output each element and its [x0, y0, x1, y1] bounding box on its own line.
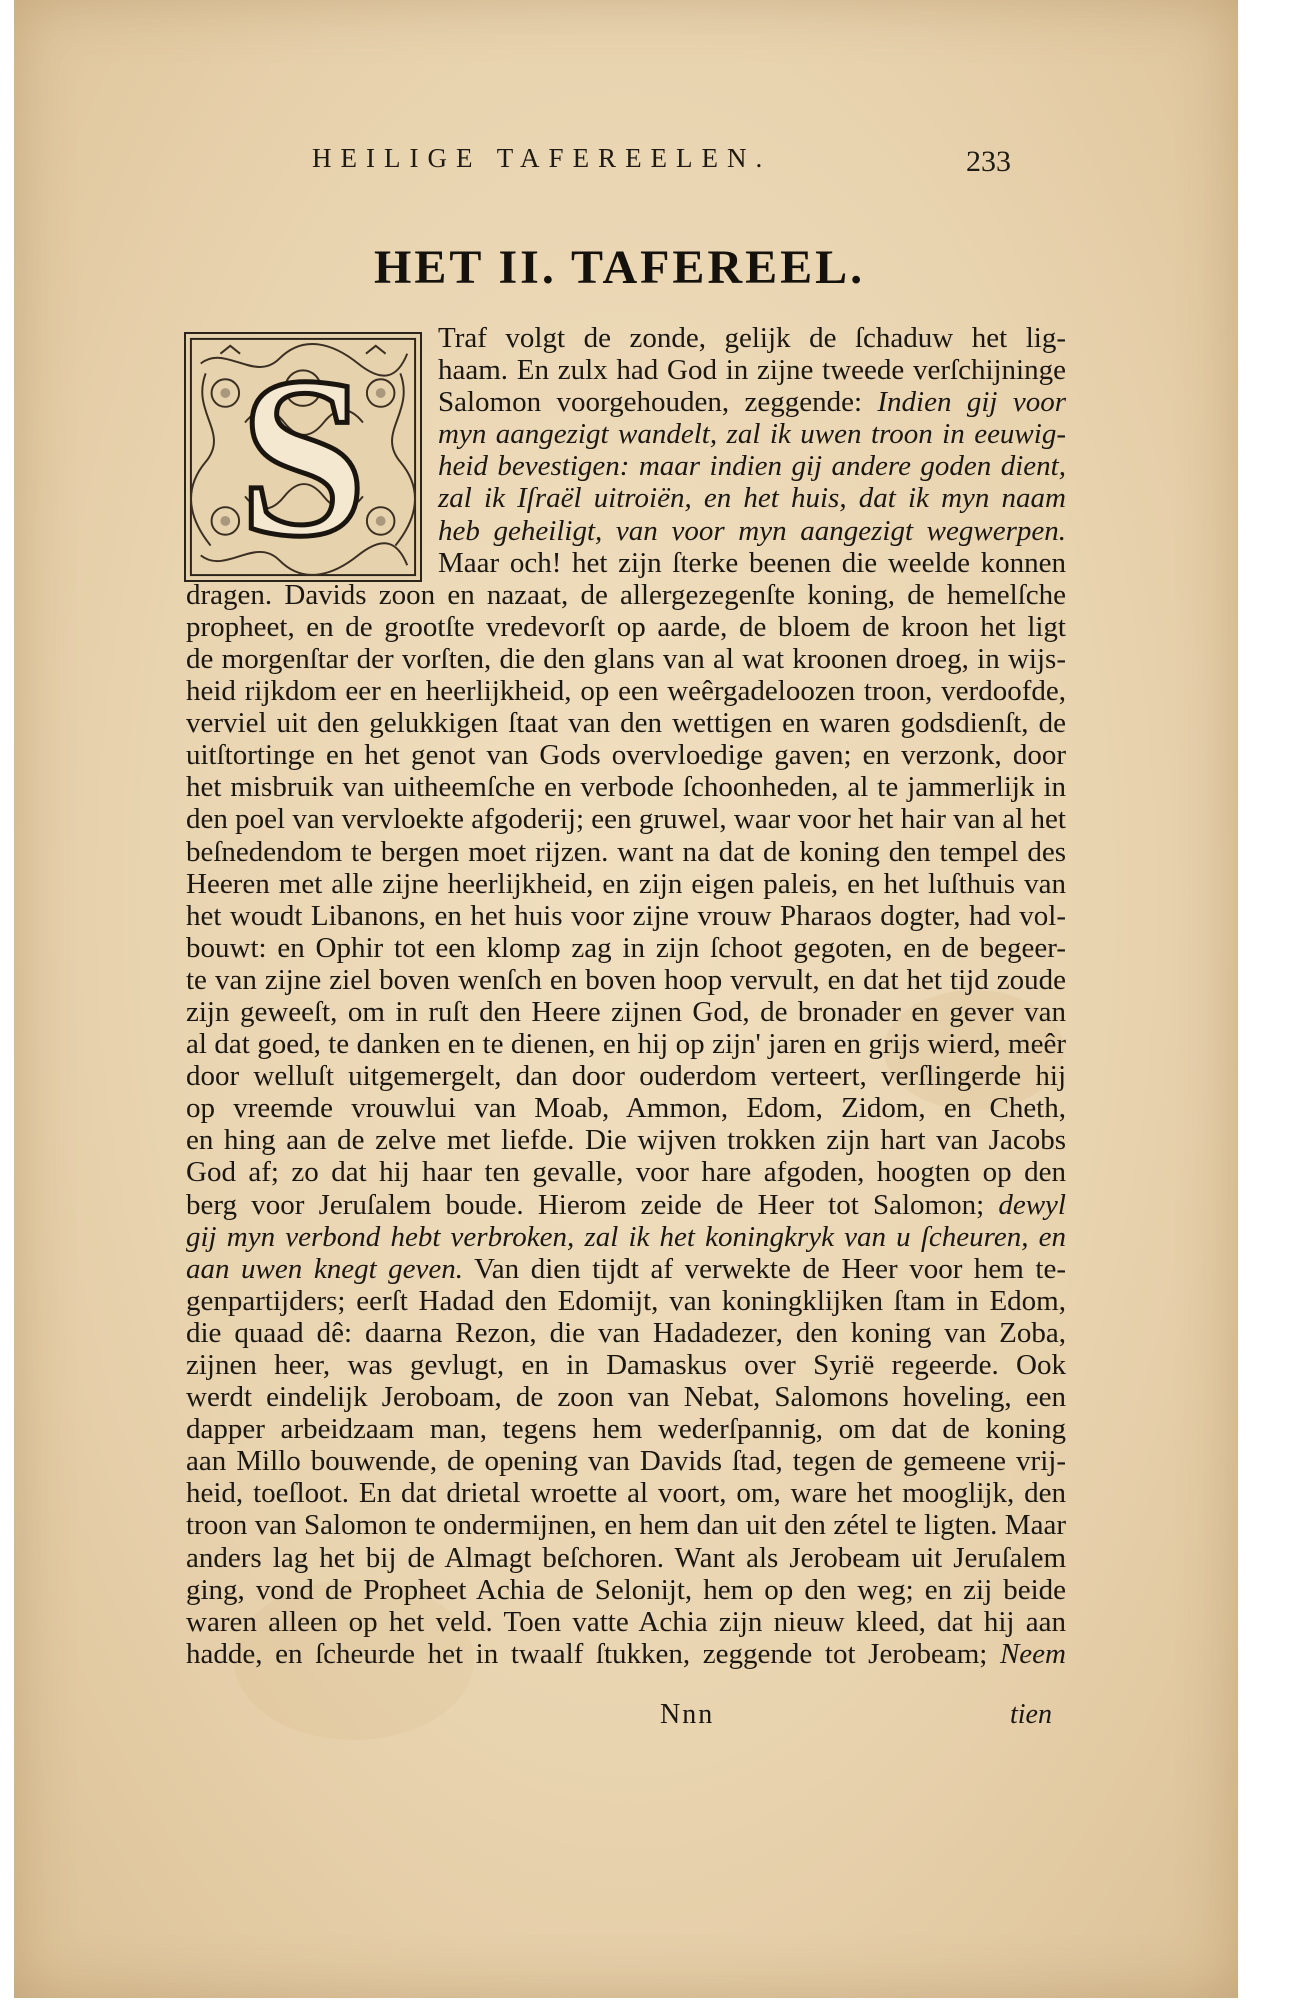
roman-text: verviel uit den gelukkigen ſtaat van den wettigen en waren godsdienſt, de — [186, 707, 1066, 740]
text-line — [186, 1253, 1066, 1285]
roman-text: berg voor Jeruſalem boude. Hierom zeide de Heer tot Salomon; — [186, 1188, 999, 1221]
italic-text: Neem — [999, 1637, 1066, 1670]
roman-text: Salomon voorgehouden, zeggende: — [438, 386, 878, 419]
roman-text: waren alleen op het veld. Toen vatte Achia zijn nieuw kleed, dat hij aan — [186, 1605, 1066, 1638]
roman-text: heid rijkdom eer en heerlijkheid, op een weêrgadeloozen troon, verdoofde, — [186, 675, 1066, 708]
roman-text: het woudt Libanons, en het huis voor zijne vrouw Pharaos dogter, had vol- — [186, 899, 1066, 932]
italic-text: myn aangezigt wandelt, zal ik uwen troon in eeuwig- — [438, 418, 1066, 451]
roman-text: aan Millo bouwende, de opening van Davids ſtad, tegen de gemeene vrij- — [186, 1445, 1066, 1478]
roman-text: Maar och! het zijn ſterke beenen die weelde konnen — [438, 546, 1066, 579]
text-line — [186, 707, 1066, 739]
text-line — [186, 579, 1066, 611]
text-line — [186, 450, 1066, 482]
text-line — [186, 1124, 1066, 1156]
roman-text: heid, toeſloot. En dat drietal wroette al voort, om, ware het mooglijk, den — [186, 1477, 1066, 1510]
text-line — [186, 1445, 1066, 1477]
roman-text: werdt eindelijk Jeroboam, de zoon van Nebat, Salomons hoveling, een — [186, 1381, 1066, 1414]
roman-text: ging, vond de Propheet Achia de Selonijt, hem op den weg; en zij beide — [186, 1573, 1066, 1606]
roman-text: zijn geweeſt, om in ruſt den Heere zijnen God, de bronader en gever van — [186, 995, 1066, 1028]
roman-text: hadde, en ſcheurde het in twaalf ſtukken, zeggende tot Jerobeam; — [186, 1637, 1000, 1670]
roman-text: haam. En zulx had God in zijne tweede verſchijninge — [438, 354, 1066, 387]
text-line — [186, 1060, 1066, 1092]
roman-text: al dat goed, te danken en te dienen, en hij op zijn' jaren en grijs wierd, meêr — [186, 1028, 1066, 1061]
roman-text: en hing aan de zelve met liefde. Die wijven trokken zijn hart van Jacobs — [186, 1124, 1066, 1157]
text-line — [186, 1413, 1066, 1445]
roman-text: Traf volgt de zonde, gelijk de ſchaduw het lig- — [438, 322, 1066, 354]
roman-text: anders lag het bij de Almagt beſchoren. Want als Jerobeam uit Jeruſalem — [186, 1541, 1066, 1574]
roman-text: de morgenſtar der vorſten, die den glans van al wat kroonen droeg, in wijs- — [186, 642, 1066, 675]
roman-text: genpartijders; eerſt Hadad den Edomijt, van koningklijken ſtam in Edom, — [186, 1284, 1066, 1317]
text-line — [186, 1542, 1066, 1574]
text-line — [186, 1638, 1066, 1670]
text-line — [186, 739, 1066, 771]
roman-text: Van dien tijdt af verwekte de Heer voor hem te- — [463, 1252, 1066, 1285]
roman-text: dapper arbeidzaam man, tegens hem wederſpannig, om dat de koning — [186, 1413, 1066, 1446]
text-line — [186, 1381, 1066, 1413]
text-line — [186, 515, 1066, 547]
roman-text: dragen. Davids zoon en nazaat, de allergezegenſte koning, de hemelſche — [186, 578, 1066, 611]
text-line — [186, 643, 1066, 675]
italic-text: heid bevestigen: maar indien gij andere goden dient, — [438, 450, 1066, 483]
text-line — [186, 547, 1066, 579]
roman-text: den poel van vervloekte afgoderij; een gruwel, waar voor het hair van al het — [186, 803, 1066, 836]
text-line — [186, 386, 1066, 418]
initial-letter: S — [239, 329, 367, 584]
text-line — [186, 1156, 1066, 1188]
roman-text: God af; zo dat hij haar ten gevalle, voor hare afgoden, hoogten op den — [186, 1156, 1066, 1189]
roman-text: beſnedendom te bergen moet rijzen. want na dat de koning den tempel des — [186, 835, 1066, 868]
roman-text: te van zijne ziel boven wenſch en boven hoop vervult, en dat het tijd zoude — [186, 963, 1066, 996]
roman-text: troon van Salomon te ondermijnen, en hem dan uit den zétel te ligten. Maar — [186, 1509, 1066, 1542]
text-line — [186, 1028, 1066, 1060]
italic-text: Indien gij voor — [877, 386, 1066, 419]
text-line — [186, 1317, 1066, 1349]
running-head: HEILIGE TAFEREELEN. — [312, 143, 772, 173]
text-line — [186, 932, 1066, 964]
text-line — [186, 354, 1066, 386]
signature-mark: Nnn — [660, 1699, 715, 1730]
italic-text: zal ik Iſraël uitroiën, en het huis, dat ik myn naam — [438, 482, 1066, 515]
italic-text: heb geheiligt, van voor myn aangezigt wegwerpen. — [438, 514, 1066, 547]
italic-text: gij myn verbond hebt verbroken, zal ik het koningkryk van u ſcheuren, en — [186, 1220, 1066, 1253]
text-line — [186, 996, 1066, 1028]
roman-text: op vreemde vrouwlui van Moab, Ammon, Edom, Zidom, en Cheth, — [186, 1092, 1066, 1125]
text-line — [186, 1221, 1066, 1253]
roman-text: door welluſt uitgemergelt, dan door ouderdom verteert, verſlingerde hij — [186, 1060, 1066, 1093]
text-line — [186, 1509, 1066, 1541]
text-line — [186, 771, 1066, 803]
text-line — [186, 900, 1066, 932]
roman-text: uitſtortinge en het genot van Gods overvloedige gaven; en verzonk, door — [186, 739, 1066, 772]
text-line — [186, 803, 1066, 835]
text-line — [186, 1477, 1066, 1509]
text-line — [186, 611, 1066, 643]
text-line — [186, 322, 1066, 354]
roman-text: die quaad dê: daarna Rezon, die van Hadadezer, den koning van Zoba, — [186, 1316, 1066, 1349]
text-line — [186, 675, 1066, 707]
roman-text: propheet, en de grootſte vredevorſt op aarde, de bloem de kroon het ligt — [186, 610, 1066, 643]
text-line — [186, 868, 1066, 900]
body-text — [186, 322, 1066, 1670]
text-line — [186, 1606, 1066, 1638]
text-line — [186, 964, 1066, 996]
roman-text: het misbruik van uitheemſche en verbode ſchoonheden, al te jammerlijk in — [186, 771, 1066, 804]
page-number: 233 — [966, 145, 1011, 178]
chapter-title: HET II. TAFEREEL. — [374, 241, 866, 294]
catchword: tien — [1010, 1699, 1052, 1730]
text-line — [186, 836, 1066, 868]
text-line — [186, 418, 1066, 450]
text-line — [186, 1189, 1066, 1221]
roman-text: Heeren met alle zijne heerlijkheid, en zijn eigen paleis, en het luſthuis van — [186, 867, 1066, 900]
roman-text: bouwt: en Ophir tot een klomp zag in zijn ſchoot gegoten, en de begeer- — [186, 931, 1066, 964]
text-line — [186, 1349, 1066, 1381]
text-line — [186, 1285, 1066, 1317]
italic-text: dewyl — [998, 1188, 1066, 1221]
text-line — [186, 482, 1066, 514]
text-line — [186, 1092, 1066, 1124]
roman-text: zijnen heer, was gevlugt, en in Damaskus over Syrië regeerde. Ook — [186, 1349, 1066, 1381]
text-line — [186, 1574, 1066, 1606]
italic-text: aan uwen knegt geven. — [186, 1252, 464, 1285]
